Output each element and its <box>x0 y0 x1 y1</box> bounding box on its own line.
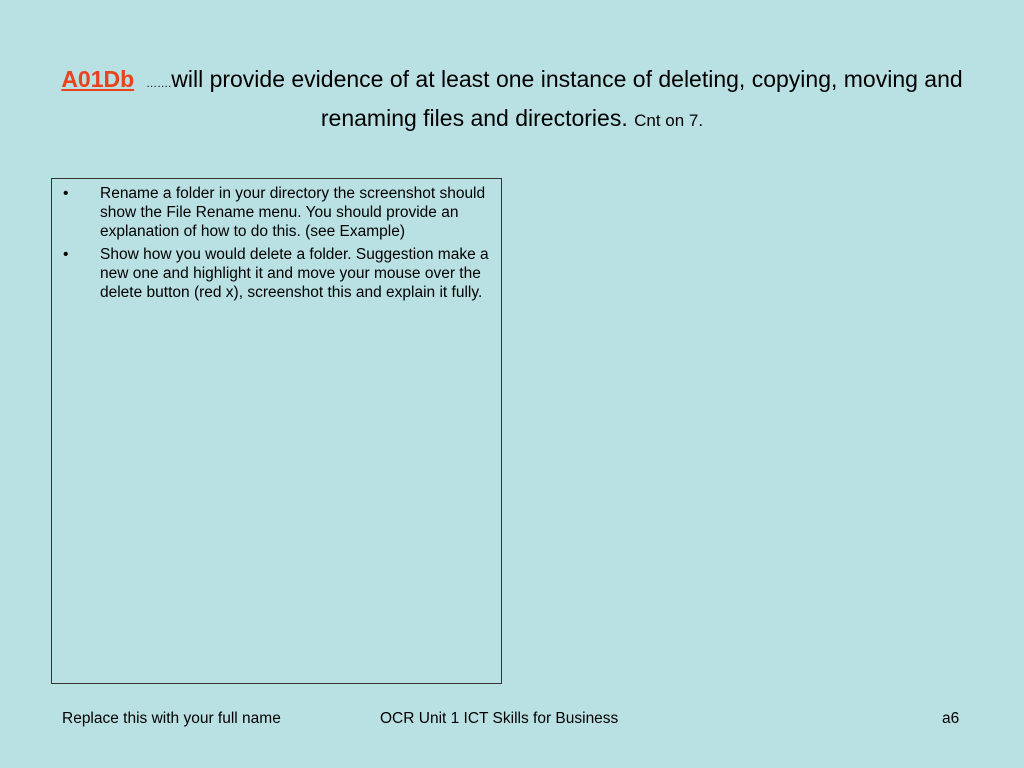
bullet-icon: • <box>63 185 69 202</box>
slide-title <box>40 62 984 138</box>
bullet-text: Rename a folder in your directory the screenshot should show the File Rename menu. You should provide an explanation of how to do this. (see Example) <box>100 185 486 240</box>
list-item <box>60 184 491 241</box>
content-placeholder-box[interactable] <box>51 178 502 684</box>
bullet-list <box>60 184 491 302</box>
footer-author-name: Replace this with your full name <box>62 710 281 727</box>
list-item <box>60 245 491 302</box>
bullet-text: Show how you would delete a folder. Suggestion make a new one and highlight it and move your mouse over the delete button (red x), screenshot this and explain it fully. <box>100 246 489 301</box>
title-text: will provide evidence of at least one instance of deleting, copying, moving and renaming files and directories. <box>171 66 963 131</box>
footer-page-number: a6 <box>942 710 960 727</box>
title-dots: ……. <box>146 78 172 90</box>
bullet-icon: • <box>63 246 69 263</box>
footer-course-title: OCR Unit 1 ICT Skills for Business <box>380 710 619 727</box>
continued-note: Cnt on 7. <box>634 111 704 130</box>
criterion-code-link[interactable]: A01Db <box>61 66 135 92</box>
